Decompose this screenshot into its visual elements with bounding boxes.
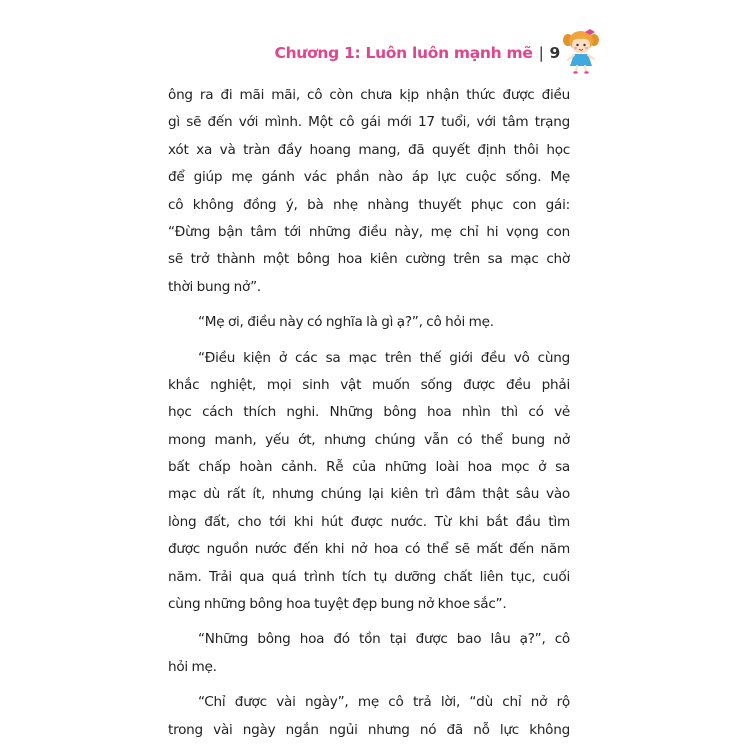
page-number: 9 bbox=[549, 44, 560, 62]
text-line: mạc dù rất ít, nhưng chúng lại kiên trì đâm thật sâu vào bbox=[168, 486, 570, 503]
text-line: khắc nghiệt, mọi sinh vật muốn sống được đều phải bbox=[168, 376, 570, 393]
text-line: mong manh, yếu ớt, nhưng chúng vẫn có thể bung nở bbox=[168, 431, 570, 448]
chapter-title: Chương 1: Luôn luôn mạnh mẽ bbox=[274, 44, 533, 62]
text-line: năm. Trải qua quá trình tích tụ dưỡng chất liên tục, cuối bbox=[168, 568, 570, 585]
text-line: hỏi mẹ. bbox=[168, 658, 217, 675]
text-line: học cách thích nghi. Những bông hoa nhìn thì có vẻ bbox=[168, 404, 570, 421]
header-separator: | bbox=[538, 44, 544, 62]
running-header bbox=[275, 44, 561, 62]
text-line: ông ra đi mãi mãi, cô còn chưa kịp nhận thức được điều bbox=[168, 87, 570, 103]
text-line: lòng đất, cho tới khi hút được nước. Từ khi bắt đầu tìm bbox=[168, 513, 570, 530]
text-line: “Mẹ ơi, điều này có nghĩa là gì ạ?”, cô hỏi mẹ. bbox=[198, 314, 494, 331]
text-line: “Đừng bận tâm tới những điều này, mẹ chỉ hi vọng con bbox=[168, 223, 570, 240]
text-line: sẽ trở thành một bông hoa kiên cường trên sa mạc chờ bbox=[168, 251, 570, 268]
text-line: “Điều kiện ở các sa mạc trên thế giới đều vô cùng bbox=[198, 349, 570, 366]
text-line: để giúp mẹ gánh vác phần nào áp lực cuộc sống. Mẹ bbox=[168, 169, 570, 186]
text-line: xót xa và tràn đầy hoang mang, đã quyết định thôi học bbox=[168, 141, 570, 158]
text-line: “Chỉ được vài ngày”, mẹ cô trả lời, “dù chỉ nở rộ bbox=[198, 694, 570, 711]
text-line: được nguồn nước đến khi nở hoa có thể sẽ mất đến năm bbox=[168, 541, 570, 558]
text-line: gì sẽ đến với mình. Một cô gái mới 17 tuổi, với tâm trạng bbox=[168, 114, 570, 131]
text-line: trong vài ngày ngắn ngủi nhưng nó đã nỗ lực không bbox=[168, 721, 570, 738]
girl-mascot-icon bbox=[563, 28, 599, 74]
body-text bbox=[168, 82, 570, 744]
text-line: “Những bông hoa đó tồn tại được bao lâu ạ?”, cô bbox=[198, 631, 570, 648]
text-line: bất chấp hoàn cảnh. Rễ của những loài hoa mọc ở sa bbox=[168, 459, 570, 476]
text-line: cùng những bông hoa tuyệt đẹp bung nở khoe sắc”. bbox=[168, 596, 507, 613]
text-line: cô không đồng ý, bà nhẹ nhàng thuyết phục con gái: bbox=[168, 196, 570, 213]
text-line: thời bung nở”. bbox=[168, 278, 261, 295]
